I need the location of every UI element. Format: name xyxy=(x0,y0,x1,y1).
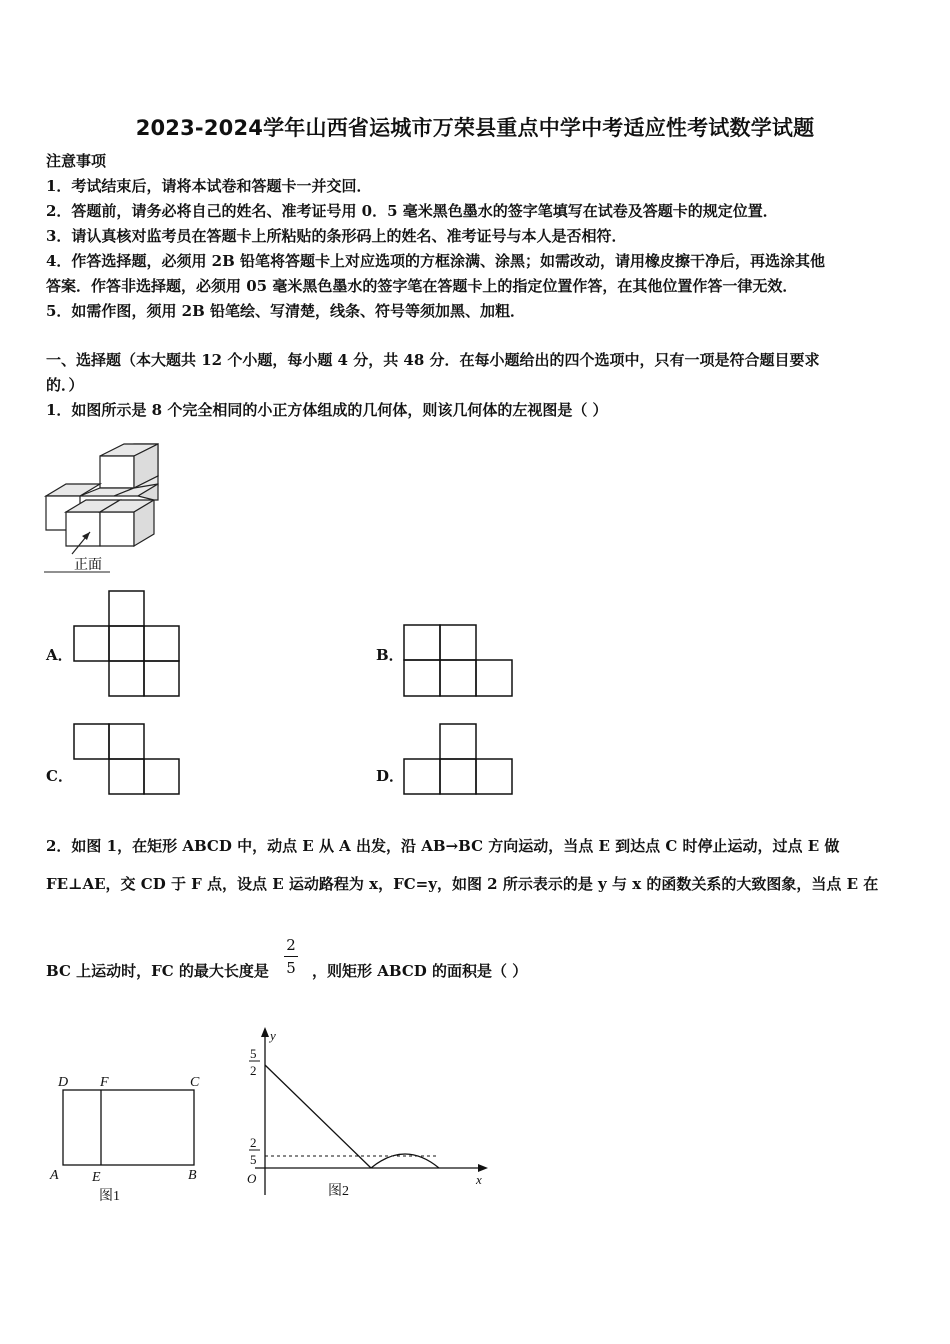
option-d-label[interactable]: D． xyxy=(376,767,405,785)
option-b-label[interactable]: B． xyxy=(376,646,404,664)
cube-figure xyxy=(40,436,170,576)
fraction-denominator: 5 xyxy=(286,959,296,977)
option-c-figure[interactable] xyxy=(72,721,184,799)
figure-2-caption: 图2 xyxy=(328,1184,349,1199)
vertex-a: A xyxy=(50,1168,59,1183)
page-title: 2023-2024学年山西省运城市万荣县重点中学中考适应性考试数学试题 xyxy=(135,116,815,140)
origin-label: O xyxy=(247,1171,257,1186)
option-a-figure[interactable] xyxy=(72,588,184,702)
max-length-fraction xyxy=(282,935,300,978)
option-d-figure[interactable] xyxy=(402,721,516,799)
notice-item-4-cont: 答案．作答非选择题，必须用 05 毫米黑色墨水的签字笔在答题卡上的指定位置作答，在其他位置作答一律无效． xyxy=(46,277,798,295)
fraction-bar xyxy=(284,956,298,957)
question-2-line-3a: BC 上运动时，FC 的最大长度是 xyxy=(46,962,269,980)
vertex-d: D xyxy=(58,1075,69,1090)
section-heading: 一、选择题（本大题共 12 个小题，每小题 4 分，共 48 分．在每小题给出的四个选项中，只有一项是符合题目要求 xyxy=(46,351,820,369)
y-axis-label: y xyxy=(270,1028,276,1043)
notice-item-2: 2．答题前，请务必将自己的姓名、准考证号用 0．5 毫米黑色墨水的签字笔填写在试卷及答题卡的规定位置． xyxy=(46,202,778,220)
figure-1-caption: 图1 xyxy=(99,1189,120,1204)
tick-5-over-2-num: 5 xyxy=(250,1046,257,1061)
front-label: 正面 xyxy=(74,558,102,573)
vertex-b: B xyxy=(188,1168,197,1183)
question-2-line-1: 2．如图 1，在矩形 ABCD 中，动点 E 从 A 出发，沿 AB→BC 方向运动，当点 E 到达点 C 时停止运动，过点 E 做 xyxy=(46,837,840,855)
notice-item-3: 3．请认真核对监考员在答题卡上所粘贴的条形码上的姓名、准考证号与本人是否相符． xyxy=(46,227,627,245)
figure-2-graph xyxy=(240,1025,500,1205)
option-c-label[interactable]: C． xyxy=(46,767,73,785)
notice-item-1: 1．考试结束后，请将本试卷和答题卡一并交回． xyxy=(46,177,372,195)
question-2-line-3b: ，则矩形 ABCD 的面积是（ ） xyxy=(312,962,528,980)
point-f: F xyxy=(100,1075,109,1090)
figure-1-rectangle xyxy=(44,1070,214,1210)
notice-heading: 注意事项 xyxy=(46,152,107,170)
option-b-figure[interactable] xyxy=(402,622,516,702)
question-2-line-2: FE⊥AE，交 CD 于 F 点，设点 E 运动路程为 x，FC=y，如图 2 所示表示的是 y 与 x 的函数关系的大致图象，当点 E 在 xyxy=(46,875,879,893)
notice-item-5: 5．如需作图，须用 2B 铅笔绘、写清楚，线条、符号等须加黑、加粗． xyxy=(46,302,525,320)
question-1-stem: 1．如图所示是 8 个完全相同的小正方体组成的几何体，则该几何体的左视图是（ ） xyxy=(46,401,608,419)
fraction-numerator: 2 xyxy=(286,936,296,954)
tick-5-over-2-den: 2 xyxy=(250,1063,257,1078)
vertex-c: C xyxy=(190,1075,200,1090)
descending-segment xyxy=(265,1065,371,1168)
notice-item-4: 4．作答选择题，必须用 2B 铅笔将答题卡上对应选项的方框涂满、涂黑；如需改动，请用橡皮擦干净后，再选涂其他 xyxy=(46,252,826,270)
section-heading-cont: 的．） xyxy=(46,376,84,394)
point-e: E xyxy=(92,1170,101,1185)
option-a-label[interactable]: A． xyxy=(46,646,73,664)
tick-2-over-5-num: 2 xyxy=(250,1135,257,1150)
x-axis-label: x xyxy=(476,1172,482,1187)
tick-2-over-5-den: 5 xyxy=(250,1152,257,1167)
